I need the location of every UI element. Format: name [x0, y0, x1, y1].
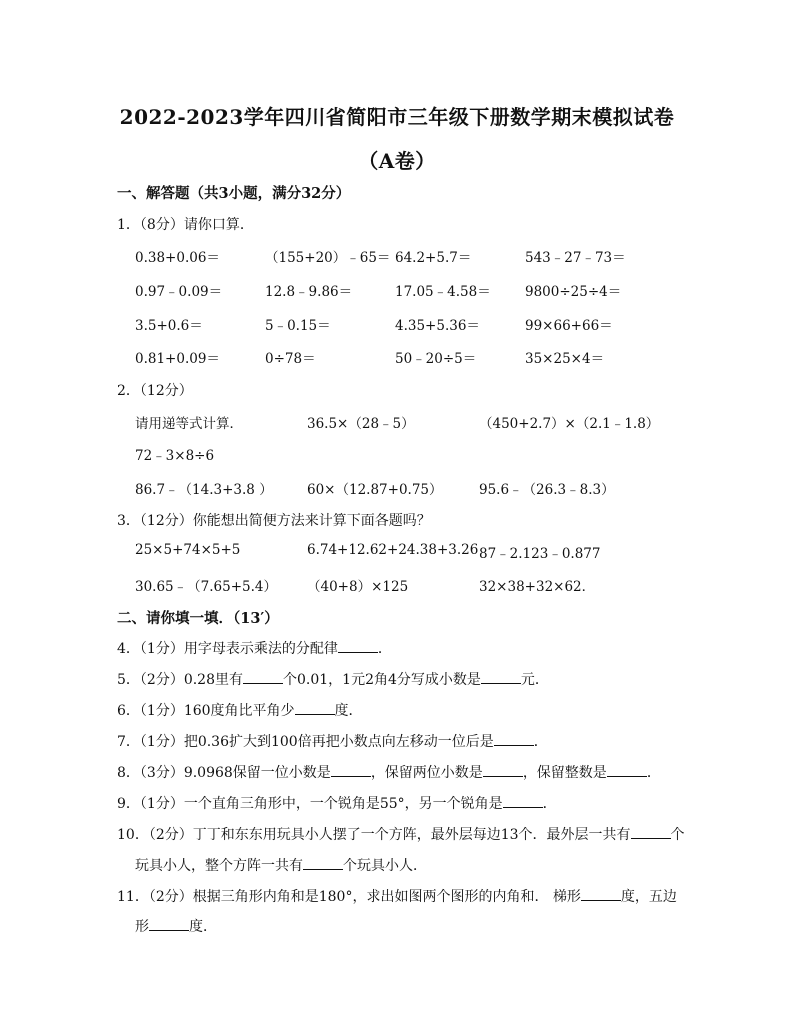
q1-item: 99×66+66＝: [525, 318, 613, 334]
answer-blank[interactable]: [149, 918, 189, 931]
q2-item: 95.6﹣（26.3﹣8.3）: [479, 482, 615, 498]
answer-blank[interactable]: [243, 671, 283, 684]
q9-text: ．: [542, 796, 557, 812]
q5-text: 元．: [520, 672, 549, 688]
q1-item: 3.5+0.6＝: [135, 318, 203, 334]
q9-text: 9．（1分）一个直角三角形中，一个锐角是55°，另一个锐角是: [117, 796, 503, 812]
q10-text: 个: [670, 827, 685, 843]
q11: [117, 886, 677, 906]
q8-text: ，保留整数是: [522, 765, 607, 781]
q10-text: 10．（2分）丁丁和东东用玩具小人摆了一个方阵，最外层每边13个．最外层一共有: [117, 827, 631, 843]
q1-item: 0÷78＝: [265, 351, 316, 367]
exam-subtitle: （A卷）: [358, 149, 436, 173]
q1-item: 0.81+0.09＝: [135, 351, 220, 367]
q10-text: 玩具小人，整个方阵一共有: [135, 858, 303, 874]
q5-text: 个0.01，1元2角4分写成小数是: [283, 672, 481, 688]
q11-continued: [135, 916, 217, 936]
q6-text: 度．: [334, 703, 363, 719]
q2-item: （450+2.7）×（2.1﹣1.8）: [479, 416, 660, 432]
q1-item: 50﹣20÷5＝: [395, 351, 477, 367]
answer-blank[interactable]: [338, 640, 378, 653]
q1-item: 5﹣0.15＝: [265, 318, 331, 334]
q1-item: 35×25×4＝: [525, 351, 605, 367]
q3-item: 87﹣2.123﹣0.877: [479, 546, 601, 562]
q7-text: 7．（1分）把0.36扩大到100倍再把小数点向左移动一位后是: [117, 734, 494, 750]
q1-item: 12.8﹣9.86＝: [265, 284, 353, 300]
q11-text: 度，五边: [620, 889, 677, 905]
q8-text: ，保留两位小数是: [370, 765, 483, 781]
q1-item: 4.35+5.36＝: [395, 318, 480, 334]
answer-blank[interactable]: [581, 888, 621, 901]
q3-prompt: 3．（12分）你能想出简便方法来计算下面各题吗？: [117, 513, 431, 529]
answer-blank[interactable]: [631, 826, 671, 839]
q1-item: 64.2+5.7＝: [395, 250, 472, 266]
q8-text: ．: [646, 765, 661, 781]
q2-instruction: 请用递等式计算．: [135, 416, 243, 432]
q1-item: 0.97﹣0.09＝: [135, 284, 223, 300]
q10: [117, 824, 685, 844]
q2-item: 72﹣3×8÷6: [135, 448, 215, 464]
q3-item: 25×5+74×5+5: [135, 542, 241, 558]
q1-prompt: 1．（8分）请你口算．: [117, 217, 254, 233]
q8: [117, 762, 661, 782]
q11-text: 形: [135, 919, 149, 935]
q4: [117, 638, 392, 658]
q5-text: 5．（2分）0.28里有: [117, 672, 243, 688]
answer-blank[interactable]: [483, 764, 523, 777]
q11-text: 11．（2分）根据三角形内角和是180°，求出如图两个图形的内角和． 梯形: [117, 889, 581, 905]
q6: [117, 700, 363, 720]
answer-blank[interactable]: [303, 857, 343, 870]
answer-blank[interactable]: [494, 733, 534, 746]
q1-item: （155+20）﹣65＝: [265, 250, 391, 266]
q7: [117, 731, 548, 751]
q10-continued: [135, 855, 427, 875]
q11-text: 度．: [189, 919, 217, 935]
answer-blank[interactable]: [607, 764, 647, 777]
q4-text: ．: [377, 641, 392, 657]
q3-item: 32×38+32×62．: [479, 579, 596, 595]
q7-text: ．: [533, 734, 548, 750]
q2-item: 36.5×（28﹣5）: [307, 416, 415, 432]
answer-blank[interactable]: [295, 702, 335, 715]
answer-blank[interactable]: [331, 764, 371, 777]
q1-item: 543﹣27﹣73＝: [525, 250, 626, 266]
q5: [117, 669, 549, 689]
q2-item: 60×（12.87+0.75）: [307, 482, 443, 498]
q9: [117, 793, 557, 813]
q1-item: 9800÷25÷4＝: [525, 284, 622, 300]
q2-item: 86.7﹣（14.3+3.8 ）: [135, 482, 273, 498]
q8-text: 8．（3分）9.0968保留一位小数是: [117, 765, 331, 781]
section1-heading: 一、解答题（共3小题，满分32分）: [117, 185, 351, 202]
q4-text: 4．（1分）用字母表示乘法的分配律: [117, 641, 338, 657]
answer-blank[interactable]: [481, 671, 521, 684]
q1-item: 0.38+0.06＝: [135, 250, 220, 266]
answer-blank[interactable]: [503, 795, 543, 808]
section2-heading: 二、请你填一填．（13′）: [117, 610, 279, 627]
q6-text: 6．（1分）160度角比平角少: [117, 703, 295, 719]
q2-prompt: 2．（12分）: [117, 383, 193, 399]
q10-text: 个玩具小人．: [343, 858, 427, 874]
q3-item: （40+8）×125: [307, 579, 409, 595]
q1-item: 17.05﹣4.58＝: [395, 284, 491, 300]
q3-item: 6.74+12.62+24.38+3.26: [307, 542, 479, 558]
q3-item: 30.65﹣（7.65+5.4）: [135, 579, 277, 595]
exam-title: 2022-2023学年四川省简阳市三年级下册数学期末模拟试卷: [119, 105, 675, 129]
